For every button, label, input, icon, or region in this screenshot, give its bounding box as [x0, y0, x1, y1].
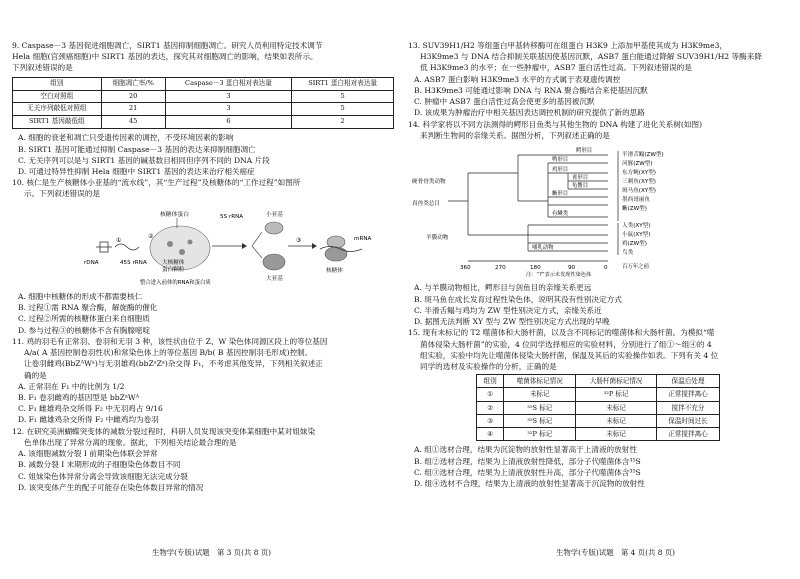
small-subunit-label: 小亚基: [266, 211, 283, 218]
species-label: 鸡(ZW型): [622, 241, 647, 248]
q13-option-c: C. 肿瘤中 ASB7 蛋白活性过高会使更多的基因被沉默: [414, 97, 595, 107]
table-cell: ³⁵S 标记: [504, 401, 576, 414]
q14-option-d: D. 据图无法判断 XY 型与 ZW 型性别决定方式出现的早晚: [414, 317, 610, 327]
axis-tick-label: 180: [530, 265, 541, 272]
q13-option-d: D. 该成果为肿瘤治疗中相关基因表达调控机制的研究提供了新的思路: [414, 108, 645, 118]
ribosome-diagram: [12, 202, 394, 286]
table-cell: ①: [477, 388, 504, 401]
species-label: 蜥(ZW型): [622, 206, 647, 213]
arrow-up: [252, 232, 262, 246]
q13-stem-line1: 13. SUV39H1/H2 等组蛋白甲基转移酶可在组蛋白 H3K9 上添加甲基使其成为 H3K9me3，: [408, 41, 728, 50]
rrna-squiggle: [115, 244, 139, 250]
q14-option-b: B. 斑马鱼在成长发育过程性染色体，说明其没有性别决定方式: [414, 294, 622, 304]
mrna-label: mRNA: [354, 235, 372, 242]
table-cell: ③: [477, 414, 504, 427]
table-cell: 3: [165, 103, 292, 116]
q11-stem-line4: 确的是: [24, 370, 47, 380]
table-cell: 未标记: [576, 401, 657, 414]
granule: [188, 239, 193, 244]
table-cell: 正常搅拌离心: [657, 388, 720, 401]
clade-label: 哺乳动物: [532, 245, 554, 252]
q11-option-c: C. F₁ 雌雄鸡杂交所得 F₂ 中无羽鸡占 9/16: [18, 404, 163, 414]
q10-option-d: D. 参与过程③的核糖体不含有胸腺嘧啶: [18, 325, 151, 335]
question-13: [408, 40, 788, 119]
species-label: 鸟类: [622, 250, 634, 257]
step1-label: ①: [116, 236, 122, 244]
table-row: [477, 401, 720, 414]
granule: [167, 241, 173, 247]
q11-option-b: B. F₁ 卷羽雌鸡的基因型是 bbZᵃWᴬ: [18, 393, 140, 403]
table-cell: 5: [292, 103, 394, 116]
question-10: [12, 177, 394, 336]
table-row: [477, 428, 720, 441]
table-cell: ④: [477, 428, 504, 441]
axis-unit-label: 百万年之前: [622, 264, 649, 271]
q13-stem-line2: H3K9me3 与 DNA 结合抑制关联基因使基因沉默，ASB7 蛋白能通过降解 SUV39H1/H2 等酶来降: [420, 52, 762, 62]
table-cell: 搅拌不充分: [657, 401, 720, 414]
tree-branches: [448, 151, 618, 255]
q9-stem-line2: Hela 细胞(宫颈癌细胞)中 SIRT1 基因的表达，探究其对细胞凋亡的影响，结果如表所示。: [12, 52, 318, 62]
table-cell: 5: [292, 90, 394, 103]
question-14: [408, 119, 788, 328]
table-header-cell: 组别: [13, 77, 102, 90]
species-label: 河豚(ZW型): [622, 161, 653, 168]
rdna-label: rDNA: [84, 259, 99, 266]
table-header-cell: SIRT1 蛋白相对表达量: [292, 77, 394, 90]
species-label: 小鼠(XY型): [622, 232, 651, 239]
table-cell: 3: [165, 90, 292, 103]
q9-option-d: D. 可通过特异性抑制 Hela 细胞中 SIRT1 基因的表达来治疗相关癌症: [18, 166, 255, 176]
q12-option-c: C. 姐妹染色体异常分离会导致该细胞无法完成分裂: [18, 471, 188, 481]
q12-option-a: A. 该细胞减数分裂 Ⅰ 前期染色体联会异常: [18, 449, 158, 459]
ribosome-bottom: [325, 247, 347, 261]
tree-note: 注：“?”表示未发现性染色体: [526, 272, 592, 278]
table-cell: ³⁵S 标记: [504, 414, 576, 427]
table-header-cell: 保温后处理: [657, 375, 720, 388]
q10-stem-line1: 10. 核仁是生产核糖体小亚基的“流水线”，其“生产过程”及核糖体的“工作过程”如图所: [12, 178, 301, 188]
q15-table: [476, 374, 720, 441]
table-cell: 未标记: [504, 388, 576, 401]
table-cell: ②: [477, 401, 504, 414]
table-row: [13, 103, 394, 116]
page-footer-left: 生物学(专版)试题 第 3 页(共 8 页): [152, 548, 272, 557]
q14-option-c: C. 半滑舌鳎与鸡均为 ZW 型性别决定方式，亲缘关系近: [414, 305, 602, 315]
axis-tick-label: 270: [495, 265, 506, 272]
evolution-tree: [408, 143, 788, 277]
arrow-head: [242, 243, 247, 249]
q10-option-b: B. 过程①需 RNA 聚合酶，解旋酶的催化: [18, 303, 158, 313]
q15-stem-line4: 同学的选材及实验操作的分析，正确的是: [420, 361, 557, 371]
group-label-2: 真兽类总目: [412, 201, 440, 208]
clade-label: 蜥形目: [552, 191, 569, 198]
arrow-down2: [252, 246, 262, 258]
large-subunit-label: 大亚基: [266, 275, 283, 282]
q11-stem-line3: 让卷羽雌鸡(BbZᴬWᵃ)与无羽雄鸡(bbZᵃZᵃ)杂交得 F₁，不考虑其他变异，下列相关叙述正: [24, 359, 323, 369]
table-row: [477, 388, 720, 401]
q9-stem-line1: 9. Caspase－3 基因促进细胞凋亡，SIRT1 基因抑制细胞凋亡。研究人员利用特定技术调节: [12, 41, 323, 50]
group-label-1: 硬骨骨类动物: [412, 179, 446, 186]
table-cell: 6: [165, 116, 292, 129]
species-label: 斑马鱼(XY型): [622, 188, 656, 195]
table-cell: ³²P 标记: [576, 388, 657, 401]
q10-stem-line2: 示。下列叙述错误的是: [24, 189, 100, 199]
axis-tick-label: 360: [460, 265, 471, 272]
q14-stem-line2: 来判断生物间的亲缘关系。据图分析，下列叙述正确的是: [420, 130, 610, 140]
table-row: [13, 116, 394, 129]
q14-option-a: A. 与羊膜动物相比，鳄形目与剑鱼目的亲缘关系更远: [414, 283, 592, 293]
question-11: [12, 336, 394, 426]
q10-figure: [12, 202, 394, 289]
q12-stem-line1: 12. 在研究美洲蝴蝶突变体的减数分裂过程时，科研人员发现该突变体某细胞中某对姐妹染: [12, 426, 316, 436]
q14-stem-line1: 14. 科学家将以不同方法测得的鳄形目鱼类与其他生物的 DNA 构建了进化关系树(如图): [408, 119, 703, 129]
q15-option-b: B. 组②选材合理，结果为上清液放射性降低，部分子代噬菌体含³⁵S: [414, 456, 641, 466]
q15-option-c: C. 组③选材合理，结果为上清液放射性升高，部分子代噬菌体含³⁵S: [414, 467, 641, 477]
cyto-caption: 整合进入前体的RNA和蛋白质: [140, 279, 211, 286]
table-cell: 无关序列敲低对照组: [13, 103, 102, 116]
q12-stem-line2: 色单体出现了异常分离的现象。据此，下列相关结论最合理的是: [24, 437, 237, 447]
table-cell: 空白对照组: [13, 90, 102, 103]
rrna5s-label: 5S rRNA: [220, 213, 244, 220]
small-subunit-shape: [265, 222, 283, 234]
species-label: 东方鲀(XY型): [622, 170, 656, 177]
table-cell: 保温时间过长: [657, 414, 720, 427]
q12-option-b: B. 减数分裂 Ⅰ 末期形成的子细胞染色体数目不同: [18, 460, 181, 470]
table-header-row: [477, 375, 720, 388]
q9-option-b: B. SIRT1 基因可能通过抑制 Caspase－3 基因的表达来抑制细胞凋亡: [18, 144, 256, 154]
step3-label: ③: [296, 236, 302, 244]
table-row: [13, 90, 394, 103]
q9-option-c: C. 无关序列可以是与 SIRT1 基因的碱基数目相同但序列不同的 DNA 片段: [18, 155, 270, 165]
question-12: [12, 426, 394, 493]
table-cell: SIRT1 基因敲低组: [13, 116, 102, 129]
page-footer-right: 生物学(专版)试题 第 4 页(共 8 页): [556, 548, 676, 557]
s45-label: 45S rRNA: [120, 259, 147, 266]
q10-option-c: C. 过程②所需的核糖体蛋白来自细胞质: [18, 314, 150, 324]
axis-tick-label: 0: [604, 265, 608, 272]
table-header-cell: 组别: [477, 375, 504, 388]
clade-label: 鸭形目: [552, 157, 569, 164]
table-cell: 20: [101, 90, 165, 103]
q14-figure: [408, 143, 788, 280]
right-column: [408, 40, 788, 489]
table-cell: 正常搅拌离心: [657, 428, 720, 441]
table-header-cell: 大肠杆菌标记情况: [576, 375, 657, 388]
q15-option-d: D. 组④选材不合理，结果为上清液的放射性显著高于沉淀物的放射性: [414, 479, 645, 489]
q9-option-a: A. 细胞的衰老和凋亡只受遗传因素的调控，不受环境因素的影响: [18, 133, 234, 143]
table-header-cell: 细胞凋亡率/%: [101, 77, 165, 90]
left-column: [12, 40, 394, 493]
group-label-3: 羊膜动物: [426, 235, 449, 242]
clade-label: 龟鳖目: [572, 183, 589, 190]
q13-option-b: B. H3K9me3 可能通过影响 DNA 与 RNA 聚合酶结合来使基因沉默: [414, 85, 648, 95]
q13-option-a: A. ASB7 蛋白影响 H3K9me3 水平的方式属于表观遗传调控: [414, 74, 621, 84]
axis-tick-label: 90: [568, 265, 576, 272]
q13-stem-line3: 低 H3K9me3 的水平；在一些肿瘤中，ASB7 蛋白活性过高。下列叙述错误的是: [420, 63, 692, 73]
q11-stem-line1: 11. 鸡的羽毛有正常羽、卷羽和无羽 3 种，该性状由位于 Z、W 染色体同源区段上的等位基因: [12, 336, 328, 346]
species-label: 墨西哥丽鱼: [622, 197, 650, 204]
species-label: 半滑舌鳎(ZW型): [622, 152, 664, 159]
q11-option-d: D. F₁ 雌雄鸡杂交所得 F₂ 中雌鸡均为卷羽: [18, 415, 159, 425]
table-header-cell: 噬菌体标记情况: [504, 375, 576, 388]
ribo-protein-label: 核糖体蛋白: [160, 211, 189, 218]
question-9: [12, 40, 394, 177]
clade-label: 雀形目: [572, 175, 589, 182]
q9-table: [12, 77, 394, 130]
q15-stem-line2: 菌体侵染大肠杆菌”的实验，4 位同学选择相应的实验材料，分别进行了组①～组④的 4: [420, 339, 712, 349]
step2-label: ②: [148, 232, 154, 240]
large-particle-label2: 蛋白颗粒: [162, 266, 185, 273]
species-label: 人类(XY型): [622, 223, 651, 230]
table-cell: 45: [101, 116, 165, 129]
table-header-row: [13, 77, 394, 90]
large-subunit-shape: [263, 254, 285, 270]
table-row: [477, 414, 720, 427]
table-cell: ³²P 标记: [504, 428, 576, 441]
large-particle-label1: 大核糖体: [162, 259, 185, 266]
arrow-head2: [312, 243, 317, 249]
q12-option-d: D. 该突变体产生的配子可能存在染色体数目异常的情况: [18, 482, 204, 492]
table-cell: 未标记: [576, 414, 657, 427]
clade-label: 鳄形目: [576, 148, 593, 155]
clade-label: 有鳞类: [552, 211, 569, 218]
table-cell: 未标记: [576, 428, 657, 441]
q10-option-a: A. 细胞中核糖体的形成不都需要核仁: [18, 291, 143, 301]
table-cell: 21: [101, 103, 165, 116]
table-cell: 2: [292, 116, 394, 129]
table-header-cell: Caspase－3 蛋白相对表达量: [165, 77, 292, 90]
q15-option-a: A. 组①选材合理，结果为沉淀物的放射性显著高于上清液的放射性: [414, 445, 637, 455]
clade-label: 鸡形目: [552, 167, 569, 174]
question-15: [408, 327, 788, 489]
q11-stem-line2: A/a( A 基因控制卷羽性状)和常染色体上的等位基因 B/b( B 基因控制羽毛形成)控制。: [24, 348, 313, 358]
granule: [179, 249, 185, 255]
q15-stem-line1: 15. 现有未标记的 T2 噬菌体和大肠杆菌，以及含不同标记的噬菌体和大肠杆菌。为模拟“噬: [408, 328, 715, 338]
q15-stem-line3: 组实验，实验中均先让噬菌体侵染大肠杆菌，保温及其后的实验操作如表。下列有关 4 位: [420, 350, 719, 360]
q9-stem-line3: 下列叙述错误的是: [12, 63, 73, 73]
q11-option-a: A. 正常羽在 F₁ 中的比例为 1/2: [18, 381, 125, 391]
ribosome-label: 核糖体: [326, 267, 343, 274]
species-label: 三刺鱼(XY型): [622, 179, 656, 186]
